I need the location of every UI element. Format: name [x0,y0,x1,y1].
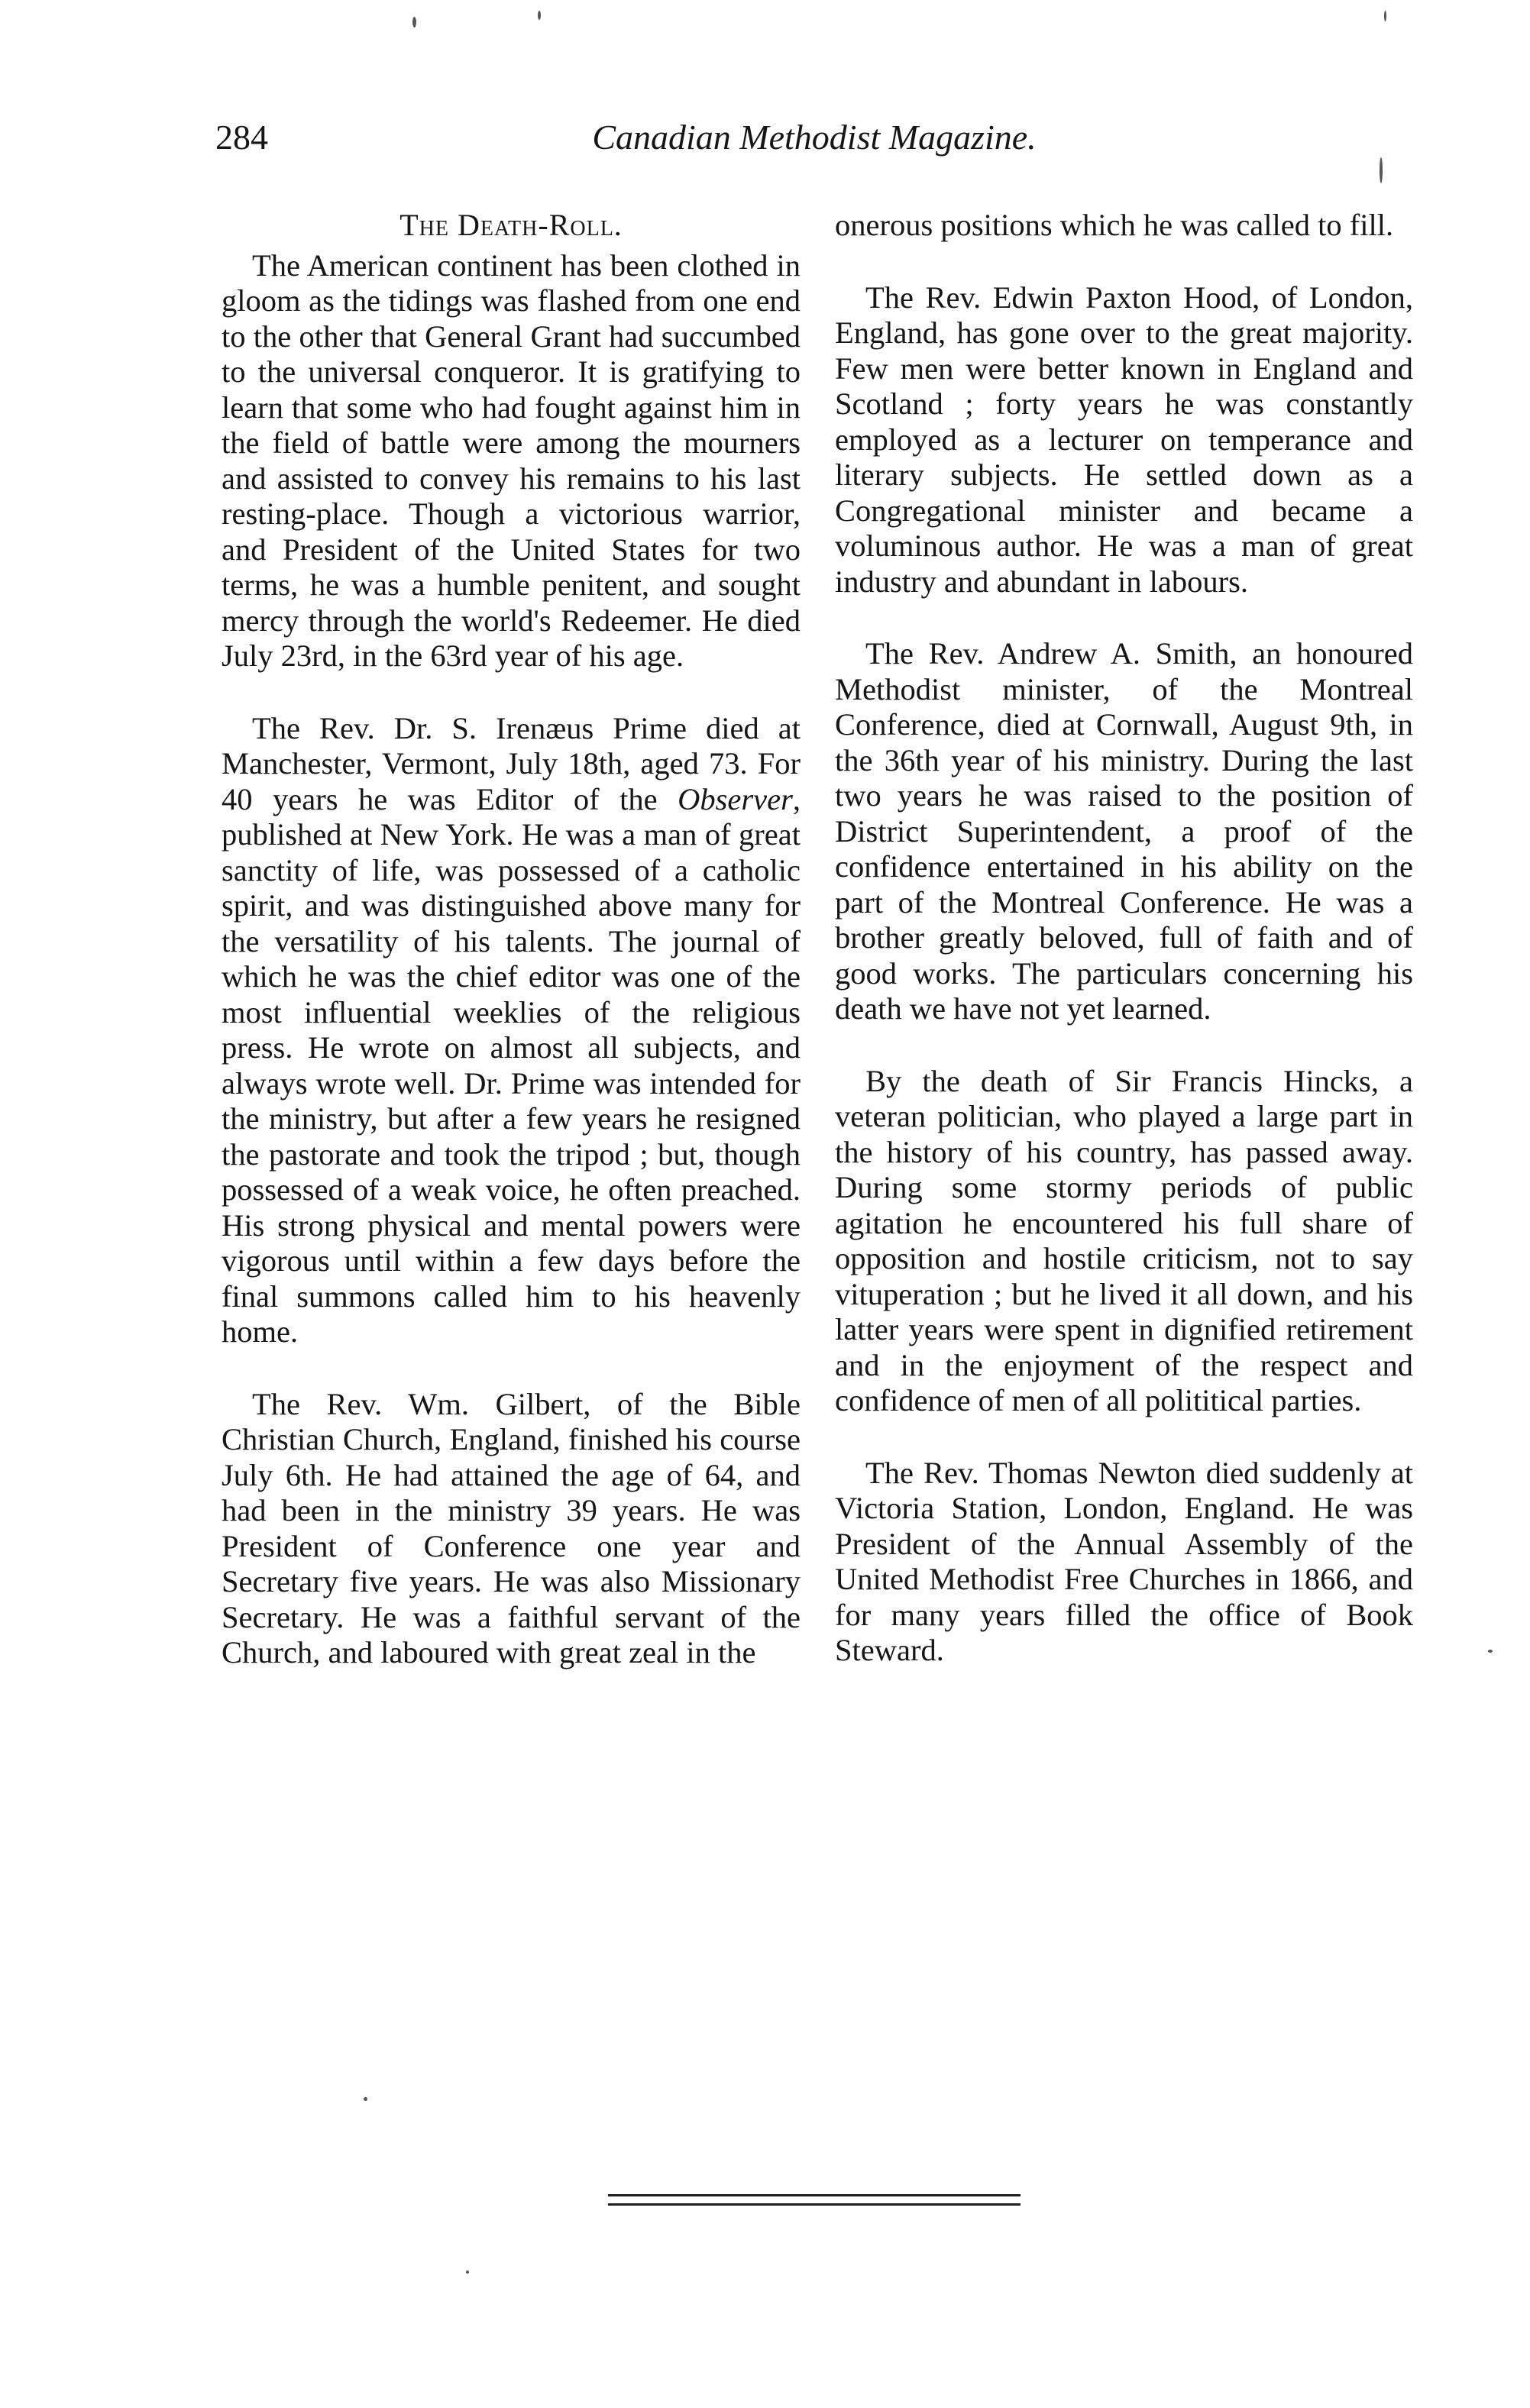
obituary-grant: The American continent has been clothed in gloom as the tidings was flashed from one end to the other that General Grant had succumbed to the universal conqueror. It is gratifying to learn that some who had fought against him in the field of battle were among the mourners and assisted to convey his remains to his last resting-place. Though a victorious warrior, and President of the United States for two terms, he was a humble penitent, and sought mercy through the world's Redeemer. He died July 23rd, in the 63rd year of his age. [222,247,801,673]
scan-speck [412,17,416,27]
scan-speck [1488,1650,1493,1653]
obituary-prime [222,711,801,1350]
obituary-gilbert-continued: onerous positions which he was called to fill. [835,208,1394,242]
running-title: Canadian Methodist Magazine. [592,118,1037,157]
end-rule-line-bottom [608,2203,1021,2206]
scan-speck [538,11,541,20]
page-header [215,115,1413,176]
end-rule-line-top [608,2194,1021,2196]
section-heading: The Death-Roll. [399,208,623,242]
obituary-smith: The Rev. Andrew A. Smith, an honoured Methodist minister, of the Montreal Conference, died at Cornwall, August 9th, in the 36th year of his ministry. During the last two years he was raised to the position of District Superintendent, a proof of the confidence entertained in his ability on the part of the Montreal Conference. He was a brother greatly beloved, full of faith and of good works. The particulars concerning his death we have not yet learned. [835,636,1413,1026]
obituary-prime-text-before: The Rev. Dr. S. Irenæus Prime died at Manchester, Vermont, July 18th, aged 73. For 40 years he was Editor of the [222,710,801,816]
right-column [835,208,1413,1669]
page-number: 284 [215,118,268,157]
left-column [222,208,801,1671]
scan-speck [1380,157,1383,183]
obituary-newton: The Rev. Thomas Newton died suddenly at Victoria Station, London, England. He was President of the Annual Assembly of the United Methodist Free Churches in 1866, and for many years filled the office of Book Steward. [835,1455,1413,1667]
scan-speck [364,2097,367,2101]
obituary-hincks: By the death of Sir Francis Hincks, a veteran politician, who played a large part in the history of his country, has passed away. During some stormy periods of public agitation he encountered his full share of opposition and hostile criticism, not to say vituperation ; but he lived it all down, and his latter years were spent in dignified retirement and in the enjoyment of the respect and confidence of men of all polititical parties. [835,1063,1413,1417]
end-rule [608,2194,1021,2212]
scan-speck [1384,11,1386,21]
scan-speck [466,2271,469,2274]
publication-title: Observer [678,781,793,816]
obituary-hood: The Rev. Edwin Paxton Hood, of London, England, has gone over to the great majority. Few men were better known in England and Scotland ; forty years he was constantly employed as a lecturer on temperance and literary subjects. He settled down as a Congregational minister and became a voluminous author. He was a man of great industry and abundant in labours. [835,280,1413,599]
obituary-gilbert: The Rev. Wm. Gilbert, of the Bible Christian Church, England, finished his course July 6th. He had attained the age of 64, and had been in the ministry 39 years. He was President of Conference one year and Secretary five years. He was also Missionary Secretary. He was a faithful servant of the Church, and laboured with great zeal in the [222,1386,801,1669]
obituary-prime-text-after: , published at New York. He was a man of great sanctity of life, was possessed of a catholic spirit, and was distinguished above many for the versatility of his talents. The journal of which he was the chief editor was one of the most influential weeklies of the religious press. He wrote on almost all subjects, and always wrote well. Dr. Prime was intended for the ministry, but after a few years he resigned the pastorate and took the tripod ; but, though possessed of a weak voice, he often preached. His strong physical and mental powers were vigorous until within a few days before the final summons called him to his heavenly home. [222,781,801,1349]
